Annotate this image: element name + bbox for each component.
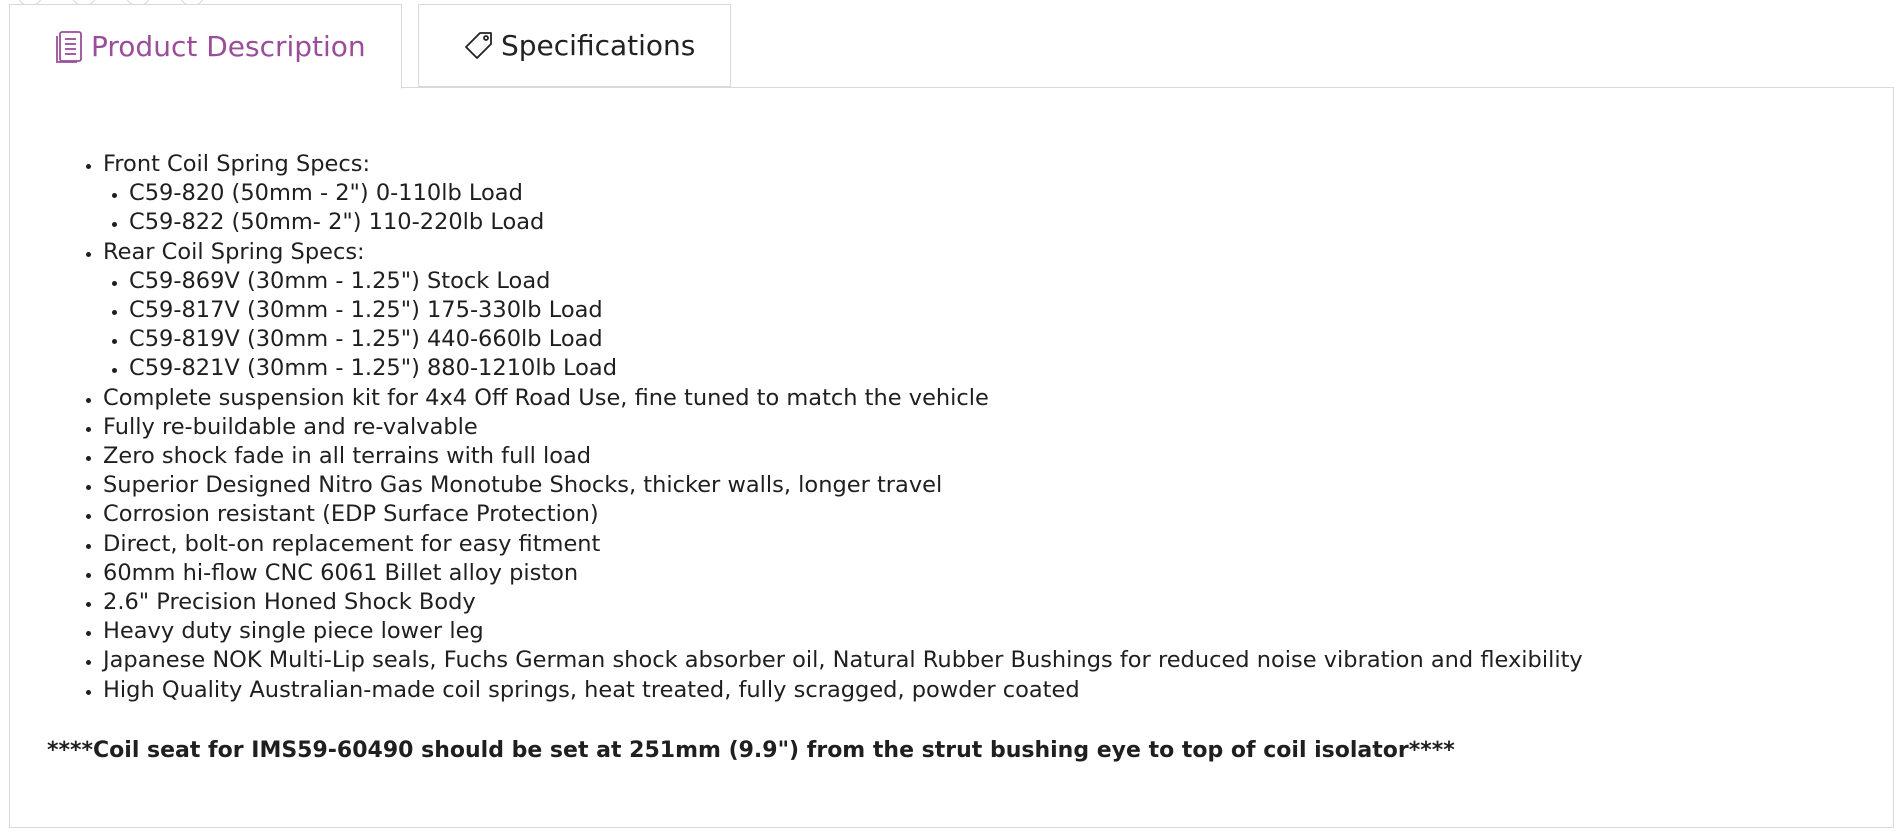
tab-specifications-label: Specifications (501, 29, 696, 62)
tab-product-description-label: Product Description (91, 30, 366, 63)
list-item: • C59-821V (30mm - 1.25") 880-1210lb Load (129, 354, 1873, 383)
list-item: • Direct, bolt-on replacement for easy fitment (103, 530, 1873, 559)
list-item: • C59-822 (50mm- 2") 110-220lb Load (129, 208, 1873, 237)
list-item (103, 150, 1873, 238)
coil-seat-note: ****Coil seat for IMS59-60490 should be set at 251mm (9.9") from the strut bushing eye to top of coil isolator**** (47, 737, 1455, 763)
product-tabs (9, 4, 731, 88)
list-item: • Complete suspension kit for 4x4 Off Road Use, fine tuned to match the vehicle (103, 384, 1873, 413)
list-item (103, 238, 1873, 384)
list-item: • Heavy duty single piece lower leg (103, 617, 1873, 646)
tag-icon (463, 30, 495, 62)
list-item: • C59-820 (50mm - 2") 0-110lb Load (129, 179, 1873, 208)
list-item: • C59-869V (30mm - 1.25") Stock Load (129, 267, 1873, 296)
front-coil-list (103, 179, 1873, 237)
list-item: • Japanese NOK Multi-Lip seals, Fuchs German shock absorber oil, Natural Rubber Bushings for reduced noise vibration and flexibility (103, 646, 1873, 675)
list-item: • 2.6" Precision Honed Shock Body (103, 588, 1873, 617)
spec-list (47, 150, 1873, 705)
list-item: • Corrosion resistant (EDP Surface Protection) (103, 500, 1873, 529)
list-item: • C59-819V (30mm - 1.25") 440-660lb Load (129, 325, 1873, 354)
tab-product-description[interactable] (9, 4, 402, 89)
front-coil-heading: Front Coil Spring Specs: (103, 151, 371, 177)
document-icon (55, 30, 85, 64)
rear-coil-list (103, 267, 1873, 384)
list-item: • Zero shock fade in all terrains with full load (103, 442, 1873, 471)
rear-coil-heading: Rear Coil Spring Specs: (103, 238, 365, 265)
list-item: • C59-817V (30mm - 1.25") 175-330lb Load (129, 296, 1873, 325)
list-item: • Superior Designed Nitro Gas Monotube Shocks, thicker walls, longer travel (103, 471, 1873, 500)
list-item: • High Quality Australian-made coil springs, heat treated, fully scragged, powder coated (103, 676, 1873, 705)
tab-specifications[interactable] (418, 4, 731, 87)
list-item: • Fully re-buildable and re-valvable (103, 413, 1873, 442)
tab-panel-product-description (9, 87, 1894, 828)
list-item: • 60mm hi-flow CNC 6061 Billet alloy piston (103, 559, 1873, 588)
product-description-content (47, 150, 1873, 765)
